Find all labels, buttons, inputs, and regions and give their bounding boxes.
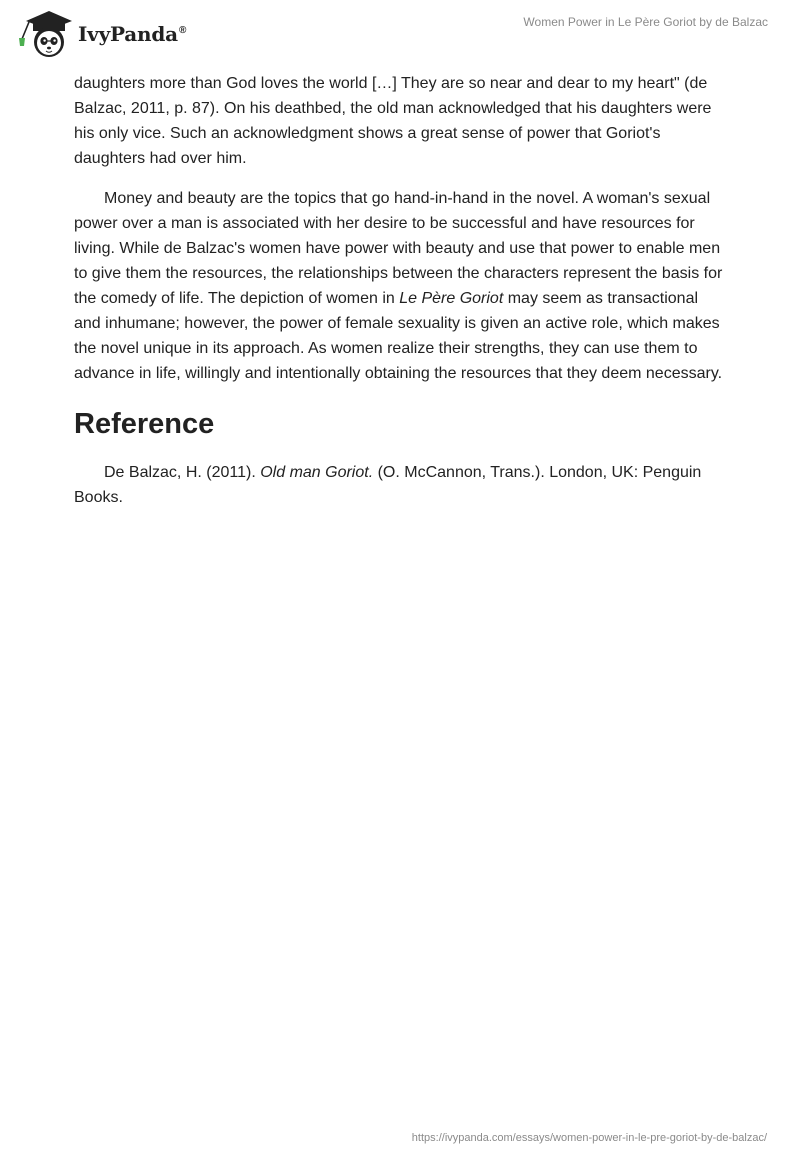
ivypanda-logo[interactable] (16, 8, 186, 58)
novel-title: Le Père Goriot (399, 290, 504, 307)
essay-content (74, 71, 724, 510)
book-title: Old man Goriot. (260, 464, 374, 481)
paragraph-money-beauty: Money and beauty are the topics that go hand-in-hand in the novel. A woman's sexual power over a man is associated with her desire to be successful and have resources for living. While de Balzac's women have power with beauty and use that power to enable men to give them the resources, the relationships between the characters represent the basis for the comedy of life. The depiction of women in Le Père Goriot may seem as transactional and inhumane; however, the power of female sexuality is given an active role, which makes the novel unique in its approach. As women realize their strengths, they can use them to advance in life, willingly and intentionally obtaining the resources that they deem necessary. (74, 190, 723, 382)
running-title: Women Power in Le Père Goriot by de Balzac (523, 15, 768, 29)
logo-wordmark: IvyPanda® (78, 22, 187, 46)
panda-graduate-icon (16, 8, 74, 58)
reference-entry: De Balzac, H. (2011). Old man Goriot. (O. McCannon, Trans.). London, UK: Penguin Books. (74, 464, 702, 506)
reference-heading: Reference (74, 408, 215, 440)
page-header (0, 0, 800, 66)
paragraph-continued: daughters more than God loves the world […] They are so near and dear to my heart" (de Balzac, 2011, p. 87). On his deathbed, the old man acknowledged that his daughters were his only vice. Such an acknowledgment shows a great sense of power that Goriot's daughters had over him. (74, 75, 712, 167)
registered-mark: ® (178, 25, 187, 37)
source-url[interactable]: https://ivypanda.com/essays/women-power-in-le-pre-goriot-by-de-balzac/ (411, 1132, 767, 1144)
